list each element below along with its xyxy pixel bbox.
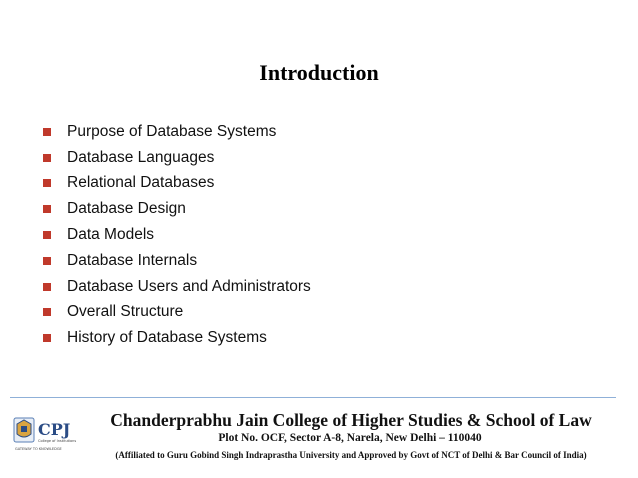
logo-tagline: GATEWAY TO KNOWLEDGE — [15, 447, 62, 451]
bullet-text: Database Users and Administrators — [67, 277, 311, 295]
bullet-text: Database Design — [67, 200, 186, 218]
bullet-item — [43, 196, 311, 222]
bullet-item — [43, 300, 311, 326]
college-logo — [13, 414, 85, 454]
square-bullet-icon — [43, 231, 51, 239]
square-bullet-icon — [43, 334, 51, 342]
bullet-item — [43, 248, 311, 274]
college-affiliation: (Affiliated to Guru Gobind Singh Indraprastha University and Approved by Govt of NCT of Delhi & Bar Council of India) — [115, 450, 587, 460]
logo-text: CPJ — [38, 420, 71, 439]
bullet-text: Purpose of Database Systems — [67, 122, 277, 140]
footer-divider — [10, 397, 616, 398]
square-bullet-icon — [43, 154, 51, 162]
bullet-text: Data Models — [67, 226, 155, 244]
bullet-item — [43, 119, 311, 145]
square-bullet-icon — [43, 128, 51, 136]
bullet-item — [43, 145, 311, 171]
bullet-item — [43, 171, 311, 197]
bullet-item — [43, 274, 311, 300]
college-name: Chanderprabhu Jain College of Higher Studies & School of Law — [110, 410, 592, 430]
bullet-text: Overall Structure — [67, 303, 184, 321]
logo-subtext: College of Institutions — [38, 439, 77, 443]
square-bullet-icon — [43, 283, 51, 291]
bullet-item — [43, 222, 311, 248]
square-bullet-icon — [43, 308, 51, 316]
bullet-text: Database Languages — [67, 148, 215, 166]
square-bullet-icon — [43, 257, 51, 265]
square-bullet-icon — [43, 205, 51, 213]
bullet-list — [43, 119, 311, 351]
bullet-text: History of Database Systems — [67, 329, 267, 347]
bullet-text: Database Internals — [67, 251, 198, 269]
bullet-item — [43, 325, 311, 351]
slide-title: Introduction — [259, 60, 379, 85]
bullet-text: Relational Databases — [67, 174, 215, 192]
college-address: Plot No. OCF, Sector A-8, Narela, New Delhi – 110040 — [218, 432, 482, 444]
square-bullet-icon — [43, 179, 51, 187]
